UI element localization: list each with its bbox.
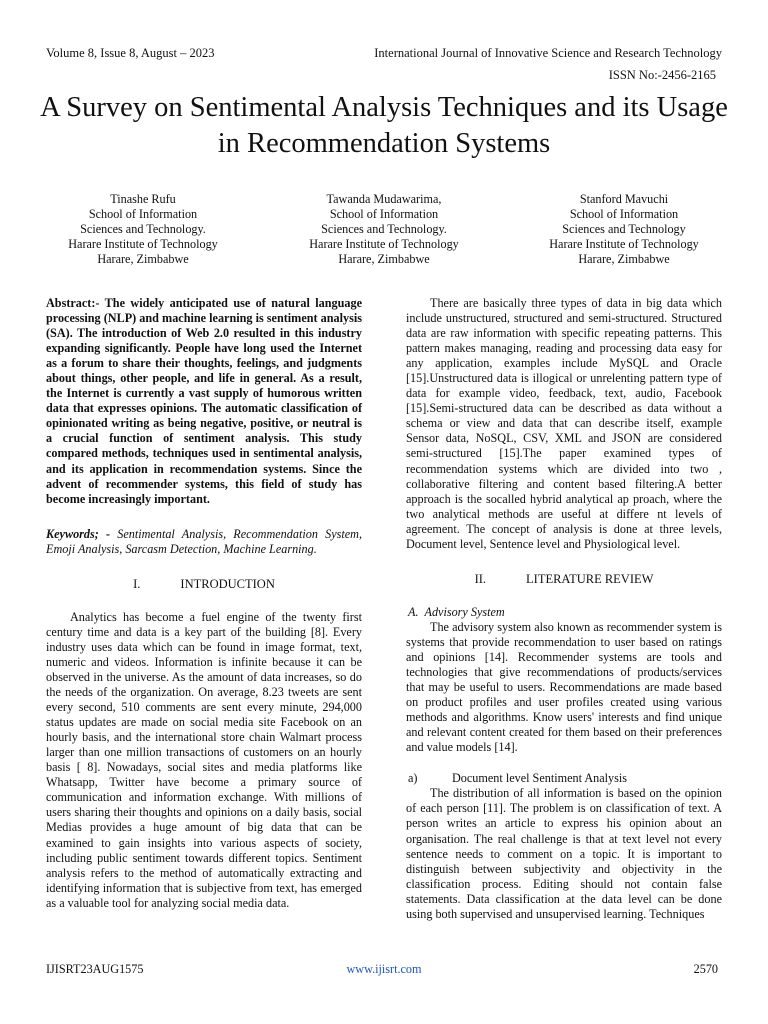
author-affiliation-line: Harare, Zimbabwe	[578, 252, 670, 266]
data-types-paragraph: There are basically three types of data in big data which include unstructured, structured and semi-structured. Structured data are raw information with specific repeating patterns. This pattern makes managing, reading and processing data easy for any application, examples include MySQL and Oracle [15].Unstructured data is illogical or unrelenting pattern type of data for example video, feedback, text, audio, Facebook [15].Semi-structured data can be described as data without a schema or view and data that can describe itself, example Sensor data, NoSQL, CSV, XML and JSON are considered semi-structured [15].The paper examined types of recommendation systems which are divided into two , collaborative filtering and content based filtering.A better approach is the socalled hybrid analytical ap proach, where the two analytical methods are useful at differe nt levels of agreement. The concept of analysis is done at three levels, Document level, Sentence level and Physiological level.	[406, 296, 722, 551]
issn: ISSN No:-2456-2165	[608, 68, 716, 82]
left-column	[46, 296, 362, 911]
author-3	[508, 192, 740, 267]
subsection-heading-advisory-system	[406, 605, 722, 620]
keywords-text: Sentimental Analysis, Recommendation System, Emoji Analysis, Sarcasm Detection, Machine Learning.	[46, 526, 363, 556]
author-affiliation-line: Sciences and Technology	[562, 222, 686, 236]
abstract: Abstract:- The widely anticipated use of natural language processing (NLP) and machine learning is sentiment analysis (SA). The introduction of Web 2.0 resulted in this industry expanding significantly. People have long used the Internet as a forum to share their thoughts, feelings, and judgments about things, other people, and life in general. As a result, the Internet is currently a vast supply of humorous written data that expresses opinions. The automatic classification of opinionated writing as being negative, positive, or neutral is a crucial function of sentiment analysis. This study compared methods, techniques used in sentimental analysis, and its application in recommendation systems. Since the advent of recommender systems, this field of study has become increasingly important.	[46, 296, 362, 506]
paper-id: IJISRT23AUG1575	[46, 962, 144, 976]
author-affiliation-line: Harare, Zimbabwe	[97, 252, 189, 266]
author-affiliation-line: Harare Institute of Technology	[309, 237, 459, 251]
author-affiliation-line: School of Information	[569, 207, 679, 221]
section-heading-introduction	[46, 577, 362, 592]
author-1	[27, 192, 259, 267]
right-column	[406, 296, 722, 922]
paper-title: A Survey on Sentimental Analysis Techniques and its Usage in Recommendation Systems	[40, 92, 728, 159]
author-name: Tinashe Rufu	[110, 192, 176, 206]
author-affiliation-line: School of Information	[329, 207, 439, 221]
author-affiliation-line: School of Information	[88, 207, 198, 221]
author-2	[268, 192, 500, 267]
author-name: Tawanda Mudawarima,	[326, 192, 442, 206]
section-number: I.	[133, 576, 141, 591]
subsubsection-title: Document level Sentiment Analysis	[452, 771, 627, 786]
subsection-index: A.	[408, 604, 419, 619]
website-link[interactable]: www.ijisrt.com	[346, 962, 422, 976]
subsubsection-heading-document-level	[406, 771, 722, 786]
journal-name: International Journal of Innovative Science and Research Technology	[374, 46, 722, 60]
section-number: II.	[474, 571, 487, 586]
subsection-title: Advisory System	[424, 604, 505, 619]
footer-website	[0, 962, 768, 977]
author-affiliation-line: Sciences and Technology.	[321, 222, 447, 236]
author-affiliation-line: Harare Institute of Technology	[549, 237, 699, 251]
author-affiliation-line: Sciences and Technology.	[80, 222, 206, 236]
document-level-paragraph: The distribution of all information is based on the opinion of each person [11]. The problem is on classification of text. A person writes an article to express his opinion about an organisation. The real challenge is that at text level not every sentence needs to comment on a topic. It is important to distinguish between subjectivity and objectivity in the classification process. Editing should not contain false statements. Data classification at the data level can be done using both supervised and unsupervised learning. Techniques	[406, 786, 722, 921]
author-name: Stanford Mavuchi	[579, 192, 669, 206]
section-title: LITERATURE REVIEW	[526, 571, 654, 586]
advisory-system-paragraph: The advisory system also known as recommender system is systems that provide recommendation to user based on ratings and opinions [14]. Recommender systems are tools and technologies that give recommendations of products/services that may be useful to users. Recommendations are made based on product profiles and user profiles created using various methods and algorithms. Know users' interests and find unique and relevant content created for them based on their preferences and value models [14].	[406, 619, 722, 755]
keywords	[46, 527, 362, 557]
author-affiliation-line: Harare Institute of Technology	[68, 237, 218, 251]
section-title: INTRODUCTION	[180, 576, 275, 591]
subsubsection-index: a)	[408, 771, 418, 786]
keywords-label: Keywords; -	[46, 526, 111, 541]
introduction-paragraph: Analytics has become a fuel engine of the twenty first century time and data is a key part of the building [8]. Every industry uses data which can be found in image format, text, numeric and videos. Information is infinite because it can be observed in the universe. As the amount of data increases, so do the needs of the organization. On average, 8.23 tweets are sent every second, 510 comments are sent every minute, 294,000 status updates are made on social media site Facebook on an hourly basis, and the international store chain Walmart process larger than one million transactions of customers on an hourly basis [ 8]. Nowadays, social sites and media platforms like Whatsapp, Twitter have become a primary source of communication and information exchange. With millions of users sharing their thoughts and opinions on a daily basis, social Medias provides a huge amount of big data that can be examined to gain insights into various aspects of society, including public sentiment towards different topics. Sentiment analysis refers to the method of automatically extracting and identifying information that is subjective from text, has emerged as a valuable tool for analyzing social media data.	[46, 609, 362, 910]
page-number: 2570	[693, 962, 718, 976]
author-affiliation-line: Harare, Zimbabwe	[338, 252, 430, 266]
section-heading-literature-review	[406, 572, 722, 587]
volume-issue: Volume 8, Issue 8, August – 2023	[46, 46, 215, 60]
